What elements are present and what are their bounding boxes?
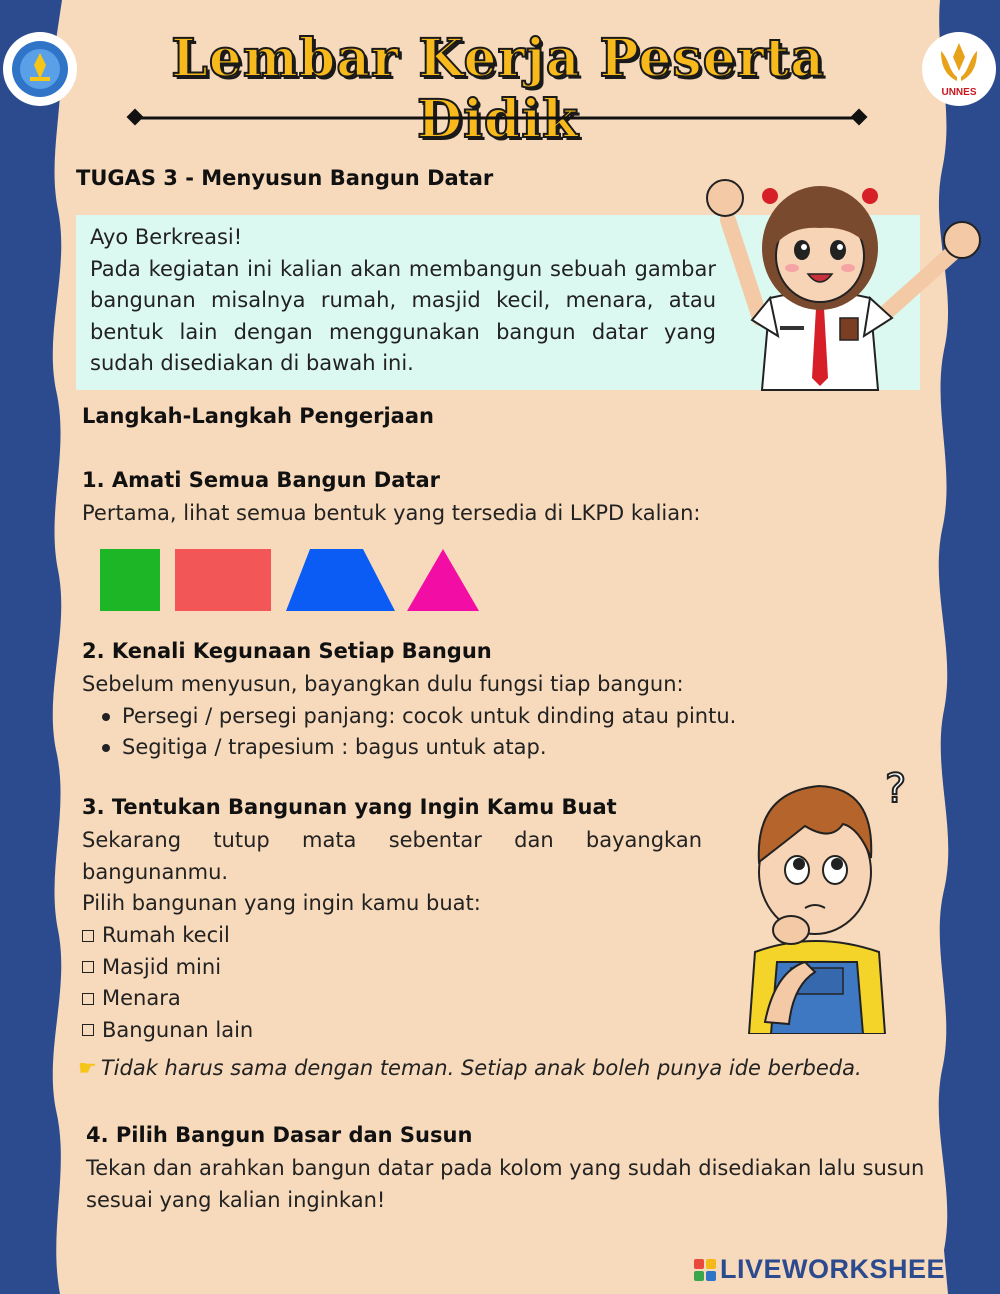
option-label: Rumah kecil	[102, 923, 230, 947]
note-content: Tidak harus sama dengan teman. Setiap anak boleh punya ide berbeda.	[100, 1056, 862, 1080]
option-label: Masjid mini	[102, 954, 222, 979]
trapezoid-shape[interactable]	[286, 549, 395, 611]
step2-bullet-list	[82, 701, 922, 764]
tut-wuri-logo	[3, 32, 77, 106]
option-rumah-kecil[interactable]	[82, 920, 253, 952]
step1-title: 1. Amati Semua Bangun Datar	[82, 468, 440, 492]
intro-text	[90, 222, 716, 380]
note-text	[78, 1056, 862, 1080]
task-title: TUGAS 3 - Menyusun Bangun Datar	[76, 166, 494, 190]
unnes-logo-text: UNNES	[941, 87, 977, 98]
liveworksheets-icon	[694, 1259, 716, 1281]
triangle-shape[interactable]	[407, 549, 479, 611]
rectangle-shape[interactable]	[175, 549, 271, 611]
checkbox[interactable]	[82, 930, 94, 942]
step4-title: 4. Pilih Bangun Dasar dan Susun	[86, 1123, 473, 1147]
option-menara[interactable]	[82, 983, 253, 1015]
checkbox[interactable]	[82, 993, 94, 1005]
step3-title: 3. Tentukan Bangunan yang Ingin Kamu Buat	[82, 795, 617, 819]
building-options	[82, 920, 253, 1046]
option-masjid-mini[interactable]	[82, 952, 253, 984]
checkbox[interactable]	[82, 961, 94, 973]
step2-text: Sebelum menyusun, bayangkan dulu fungsi tiap bangun:	[82, 672, 684, 696]
step3-prompt: Pilih bangunan yang ingin kamu buat:	[82, 891, 481, 915]
page-title: Lembar Kerja Peserta Didik	[171, 28, 825, 150]
brand-label: LIVEWORKSHEETS	[720, 1254, 981, 1284]
list-item: Segitiga / trapesium : bagus untuk atap.	[82, 732, 922, 764]
option-label: Bangunan lain	[102, 1017, 254, 1042]
shapes-palette	[98, 546, 488, 616]
step2-title: 2. Kenali Kegunaan Setiap Bangun	[82, 639, 492, 663]
unnes-logo	[922, 32, 996, 106]
checkbox[interactable]	[82, 1024, 94, 1036]
step4-text: Tekan dan arahkan bangun datar pada kolom yang sudah disediakan lalu susun sesuai yang kalian inginkan!	[86, 1156, 925, 1212]
square-shape[interactable]	[100, 549, 160, 611]
steps-heading: Langkah-Langkah Pengerjaan	[82, 404, 434, 428]
option-label: Menara	[102, 986, 181, 1010]
question-mark-icon: ?	[885, 766, 907, 812]
pointing-hand-icon: ☛	[78, 1056, 97, 1080]
title-divider	[126, 108, 872, 128]
step2-body	[82, 669, 922, 764]
step3-text: Sekarang tutup mata sebentar dan bayangkan bangunanmu.	[82, 828, 702, 884]
liveworksheets-brand[interactable]	[694, 1254, 981, 1285]
intro-paragraph: Pada kegiatan ini kalian akan membangun sebuah gambar bangunan misalnya rumah, masjid kecil, menara, atau bentuk lain dengan menggunakan bangun datar yang sudah disediakan di bawah ini.	[90, 256, 716, 375]
option-bangunan-lain[interactable]	[82, 1015, 253, 1047]
list-item: Persegi / persegi panjang: cocok untuk dinding atau pintu.	[82, 701, 922, 733]
girl-illustration	[700, 168, 985, 392]
boy-thinking-illustration	[735, 762, 915, 1034]
step1-text: Pertama, lihat semua bentuk yang tersedia di LKPD kalian:	[82, 501, 701, 525]
intro-heading: Ayo Berkreasi!	[90, 225, 243, 249]
